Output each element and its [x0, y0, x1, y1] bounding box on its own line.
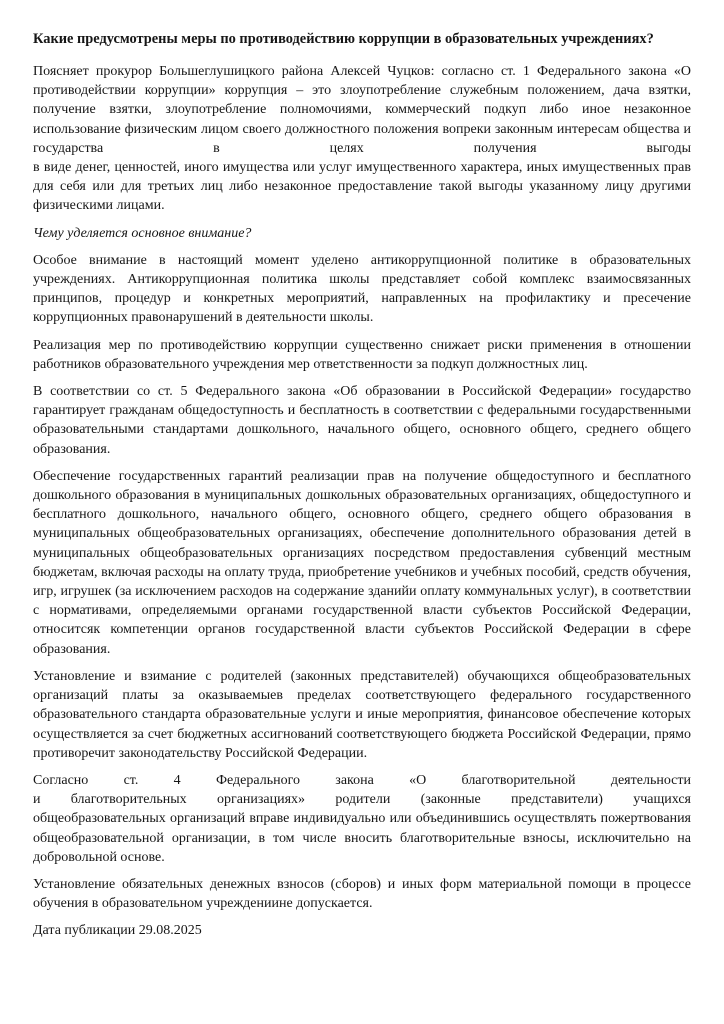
paragraph-parent-fees-prohibition: Установление и взимание с родителей (законных представителей) обучающихся общеобразовательных организаций платы за оказываемыев пределах соответствующего федерального государственного образовательного стандарта образовательные услуги и иные мероприятия, финансовое обеспечение которых осуществляется за счет бюджетных ассигнований соответствующего бюджета Российской Федерации, прямо противоречит законодательству Российской Федерации. — [33, 668, 691, 761]
paragraph-segment: общеобразовательных организаций вправе индивидуально или объединившись осуществлять пожертвования общеобразовательной организации, в том числе вносить благотворительные взносы, исключительно на добровольной основе. — [33, 811, 691, 865]
paragraph-corruption-definition — [33, 62, 691, 216]
paragraph-mandatory-fees-prohibition: Установление обязательных денежных взносов (сборов) и иных форм материальной помощи в процессе обучения в образовательном учреждениине допускается. — [33, 876, 691, 912]
paragraph-segment: Поясняет прокурор Большеглушицкого района Алексей Чуцков: согласно ст. 1 Федерального закона «О противодействии коррупции» коррупция – это злоупотребление служебным положением, дача взятки, получение взятки, злоупотребление полномочиями, коммерческий подкуп либо иное незаконное использование физическим лицом своего должностного положения вопреки законным интересам общества и государства в целях получения выгоды — [33, 64, 691, 156]
document-title: Какие предусмотрены меры по противодействию коррупции в образовательных учреждениях? — [33, 31, 654, 47]
paragraph-segment: в виде денег, ценностей, иного имущества или услуг имущественного характера, иных имущественных прав для себя или для третьих лиц либо незаконное предоставление такой выгоды указанному лицу другими физическими лицами. — [33, 160, 691, 214]
paragraph-segment: и благотворительных организациях» родители (законные представители) учащихся — [33, 792, 691, 808]
question-heading: Чему уделяется основное внимание? — [33, 225, 252, 241]
paragraph-education-law-guarantees: В соответствии со ст. 5 Федерального закона «Об образовании в Российской Федерации» государство гарантирует гражданам общедоступность и бесплатность в соответствии с федеральными государственными образовательными стандартами дошкольного, начального общего, основного общего, среднего общего образования. — [33, 384, 691, 457]
paragraph-risk-reduction: Реализация мер по противодействию коррупции существенно снижает риски применения в отношении работников образовательного учреждения мер ответственности за подкуп должностных лиц. — [33, 337, 691, 372]
paragraph-state-guarantees-funding: Обеспечение государственных гарантий реализации прав на получение общедоступного и бесплатного дошкольного образования в муниципальных дошкольных образовательных организациях, общедоступного и бесплатного дошкольного, начального общего, основного общего, среднего общего образования в муниципальных общеобразовательных организациях, обеспечение дополнительного образования детей в муниципальных общеобразовательных организациях посредством предоставления субвенций местным бюджетам, включая расходы на оплату труда, приобретение учебников и учебных пособий, средств обучения, игр, игрушек (за исключением расходов на содержание зданийи оплату коммунальных услуг), в соответствии с нормативами, определяемыми органами государственной власти субъектов Российской Федерации, относитсяк компетенции органов государственной власти субъектов Российской Федерации в сфере образования. — [33, 468, 691, 657]
paragraph-charity-law-donations — [33, 771, 691, 867]
publication-date: Дата публикации 29.08.2025 — [33, 923, 202, 939]
paragraph-segment: Согласно ст. 4 Федерального закона «О благотворительной деятельности — [33, 772, 691, 788]
paragraph-anticorruption-policy: Особое внимание в настоящий момент уделено антикоррупционной политике в образовательных учреждениях. Антикоррупционная политика школы представляет собой комплекс взаимосвязанных принципов, процедур и конкретных мероприятий, направленных на профилактику и пресечение коррупционных правонарушений в деятельности школы. — [33, 252, 691, 326]
